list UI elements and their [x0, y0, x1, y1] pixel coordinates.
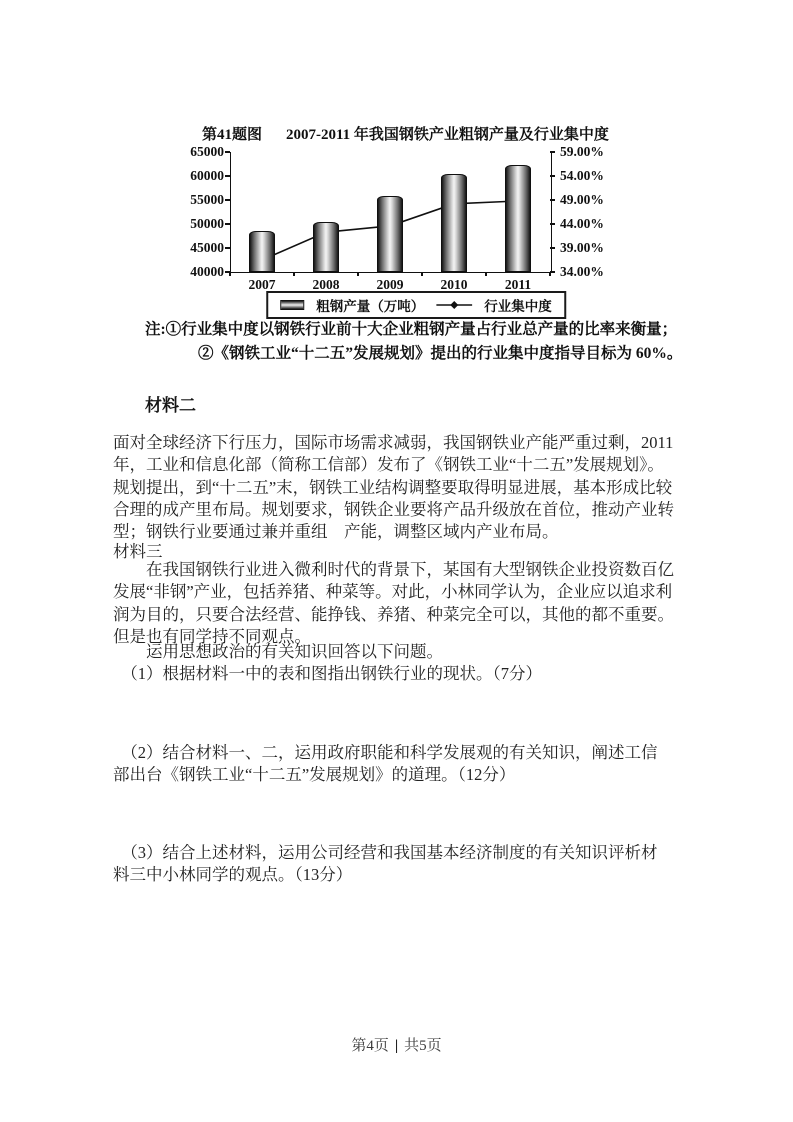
x-axis-tickmark	[357, 272, 359, 276]
legend-bar-swatch-icon	[280, 300, 304, 310]
left-axis-tickmark	[225, 247, 230, 249]
x-axis-tickmark	[485, 272, 487, 276]
x-axis-category-label: 2007	[248, 277, 276, 292]
chart-title-row	[202, 123, 609, 144]
right-axis-tick-label: 59.00%	[560, 144, 604, 159]
x-axis-category-label: 2011	[504, 277, 532, 292]
note-line-1: 注:①行业集中度以钢铁行业前十大企业粗钢产量占行业总产量的比率来衡量；	[145, 321, 678, 338]
question-3	[113, 842, 658, 887]
right-axis-tick-label: 54.00%	[560, 168, 604, 183]
question-2-line: 部出台《钢铁工业“十二五”发展规划》的道理。（12分）	[113, 765, 516, 785]
right-axis-tickmark	[550, 175, 555, 177]
legend-bar-label: 粗钢产量（万吨）	[316, 299, 425, 314]
x-axis-category-label: 2009	[376, 277, 404, 292]
x-axis-category-label: 2008	[312, 277, 340, 292]
page-footer	[0, 1034, 793, 1055]
x-axis-category-label: 2010	[440, 277, 468, 292]
material3-line: 在我国钢铁行业进入微利时代的背景下，某国有大型钢铁企业投资数百亿	[113, 560, 674, 579]
material2-paragraph	[113, 432, 674, 543]
material3-line: 润为目的，只要合法经营、能挣钱、养猪、种菜完全可以，其他的都不重要。	[113, 604, 674, 624]
left-axis-tick-label: 55000	[190, 192, 224, 207]
question-2-line: （2）结合材料一、二，运用政府职能和科学发展观的有关知识，阐述工信	[113, 743, 658, 762]
right-axis-tickmark	[550, 247, 555, 249]
left-axis-tick-label: 40000	[190, 264, 224, 279]
crude-steel-output-bar	[249, 231, 275, 272]
footer-page-number: 第4页	[351, 1038, 389, 1054]
crude-steel-output-bar	[313, 222, 339, 272]
chart-notes	[145, 318, 682, 366]
material3-line: 但是也有同学持不同观点。	[113, 626, 311, 646]
right-axis-tick-label: 44.00%	[560, 216, 604, 231]
left-axis-tick-label: 50000	[190, 216, 224, 231]
material2-line: 年，工业和信息化部（简称工信部）发布了《钢铁工业“十二五”发展规划》。	[113, 455, 664, 475]
figure-label: 第41题图	[202, 127, 263, 143]
x-axis-tickmark	[229, 272, 231, 276]
question-1: （1）根据材料一中的表和图指出钢铁行业的现状。（7分）	[113, 664, 542, 683]
x-axis-tickmark	[549, 272, 551, 276]
footer-page-total: 共5页	[404, 1038, 442, 1054]
left-axis-tick-label: 65000	[190, 144, 224, 159]
material3-line: 发展“非钢”产业，包括养猪、种菜等。对此，小林同学认为，企业应以追求利	[113, 582, 673, 602]
left-axis-tickmark	[225, 223, 230, 225]
questions-intro: 运用思想政治的有关知识回答以下问题。	[113, 642, 443, 661]
question-3-line: 料三中小林同学的观点。（13分）	[113, 865, 353, 885]
x-axis-tickmark	[421, 272, 423, 276]
material2-line: 型；钢铁行业要通过兼并重组 产能，调整区域内产业布局。	[113, 522, 559, 542]
right-axis-tickmark	[550, 199, 555, 201]
material2-line: 规划提出，到“十二五”末，钢铁工业结构调整要取得明显进展，基本形成比较	[113, 477, 673, 497]
question-2	[113, 742, 658, 787]
legend-line-swatch-icon	[436, 300, 472, 310]
chart-figure	[186, 121, 646, 321]
chart-title: 2007-2011 年我国钢铁产业粗钢产量及行业集中度	[286, 127, 609, 143]
footer-separator: |	[394, 1038, 399, 1054]
right-axis-tick-label: 49.00%	[560, 192, 604, 207]
right-axis-tickmark	[550, 151, 555, 153]
left-axis-tick-label: 45000	[190, 240, 224, 255]
right-axis-tick-label: 34.00%	[560, 264, 604, 279]
left-axis-tickmark	[225, 151, 230, 153]
left-axis-tickmark	[225, 175, 230, 177]
x-axis-tickmark	[293, 272, 295, 276]
right-axis-tickmark	[550, 223, 555, 225]
legend-line-label: 行业集中度	[484, 299, 552, 314]
material3-heading: 材料三	[113, 542, 163, 561]
left-axis-tickmark	[225, 199, 230, 201]
crude-steel-output-bar	[377, 196, 403, 272]
material3-paragraph	[113, 559, 674, 648]
crude-steel-output-bar	[441, 174, 467, 272]
crude-steel-output-bar	[505, 165, 531, 272]
chart-legend	[266, 291, 566, 319]
material2-line: 面对全球经济下行压力，国际市场需求减弱，我国钢铁业产能严重过剩，2011	[113, 433, 674, 452]
material2-line: 合理的成产里布局。规划要求，钢铁企业要将产品升级放在首位，推动产业转	[113, 499, 674, 519]
left-axis-tick-label: 60000	[190, 168, 224, 183]
material2-heading: 材料二	[145, 396, 196, 415]
question-3-line: （3）结合上述材料，运用公司经营和我国基本经济制度的有关知识评析材	[113, 843, 658, 862]
right-axis-tick-label: 39.00%	[560, 240, 604, 255]
note-line-2: ②《钢铁工业“十二五”发展规划》提出的行业集中度指导目标为 60%。	[198, 345, 683, 362]
